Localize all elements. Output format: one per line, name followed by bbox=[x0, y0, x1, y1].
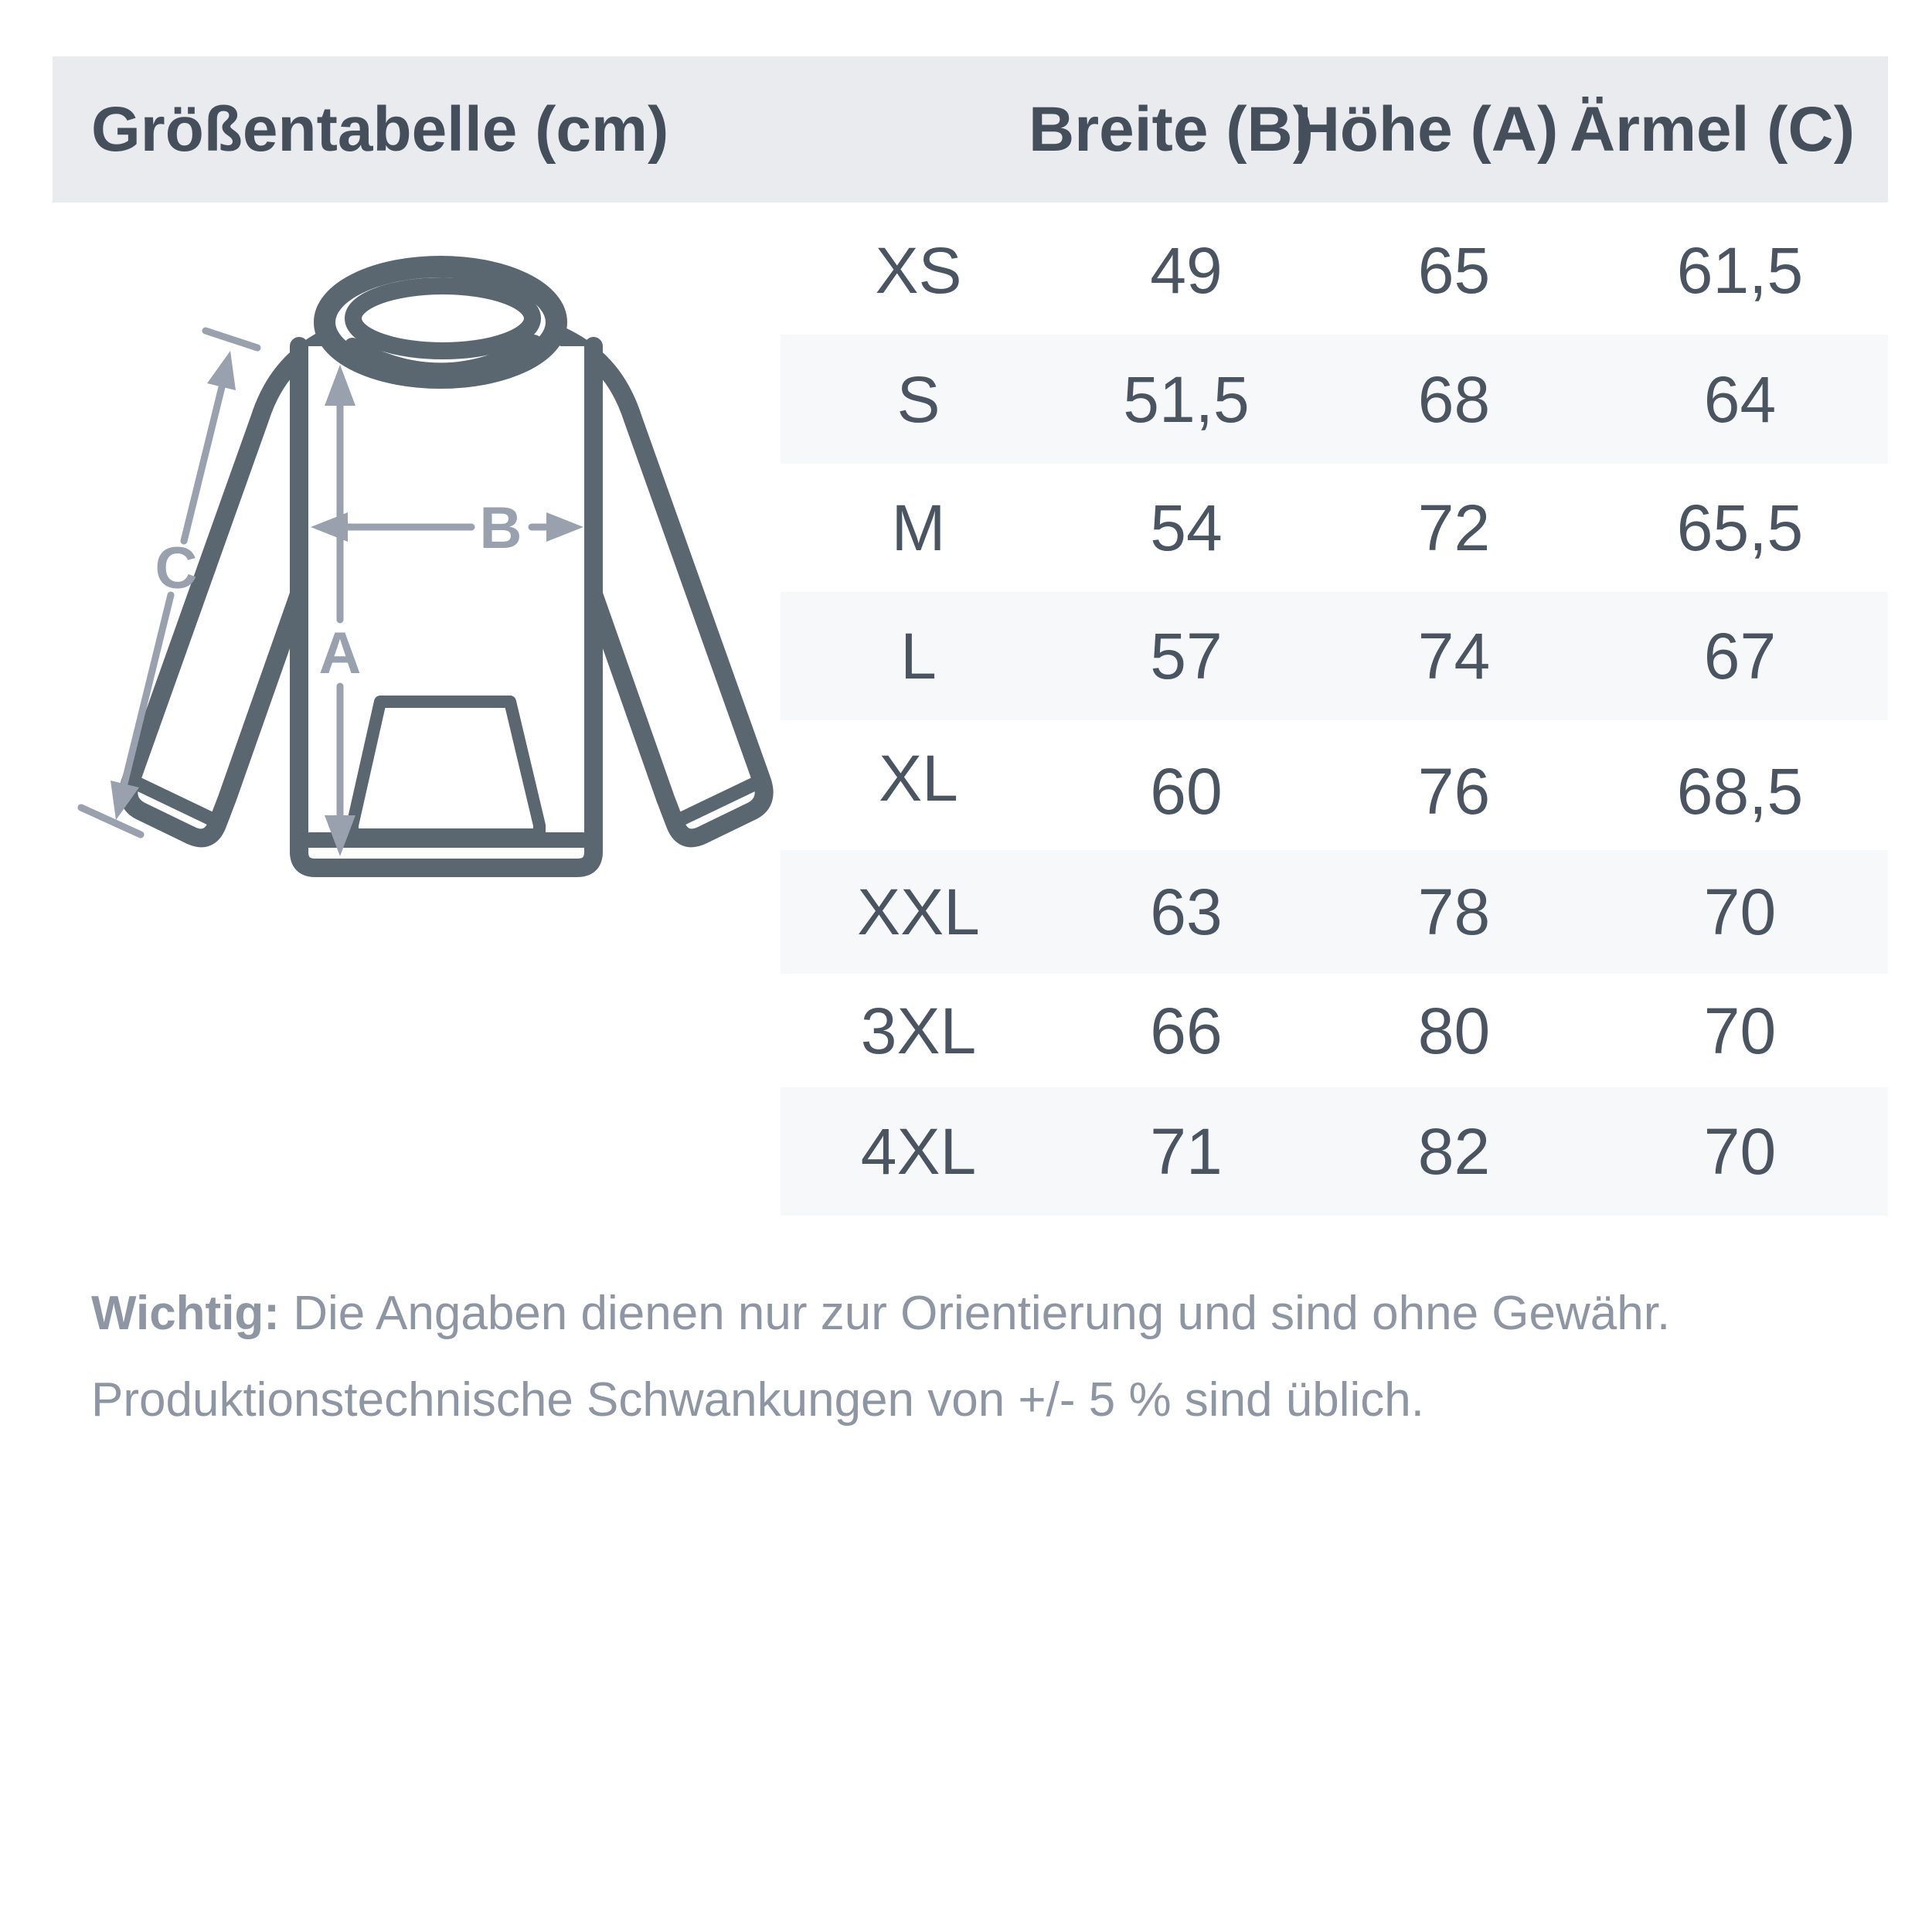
hoehe-value: 74 bbox=[1417, 620, 1491, 692]
breite-value: 66 bbox=[1150, 994, 1223, 1067]
aermel-value: 65,5 bbox=[1676, 492, 1804, 564]
measure-label-c: C bbox=[155, 536, 198, 601]
hoehe-value: 76 bbox=[1417, 755, 1491, 828]
size-label: S bbox=[896, 362, 940, 436]
table-row bbox=[781, 206, 1888, 335]
table-row bbox=[781, 464, 1888, 592]
aermel-value: 68,5 bbox=[1676, 755, 1804, 828]
table-header-band bbox=[53, 56, 1888, 202]
hood-opening bbox=[353, 286, 532, 351]
size-label: XS bbox=[875, 233, 962, 307]
aermel-value: 67 bbox=[1703, 620, 1777, 692]
footer-note-line1: Die Angaben dienen nur zur Orientierung und sind ohne Gewähr. bbox=[293, 1287, 1671, 1340]
column-header-aermel: Ärmel (C) bbox=[1569, 94, 1855, 165]
footer-note bbox=[91, 1270, 1869, 1444]
breite-value: 60 bbox=[1150, 755, 1223, 828]
size-label: L bbox=[900, 620, 937, 692]
measure-label-a: A bbox=[318, 621, 362, 686]
breite-value: 49 bbox=[1150, 233, 1223, 307]
column-header-hoehe: Höhe (A) bbox=[1294, 94, 1559, 165]
aermel-value: 70 bbox=[1703, 1115, 1777, 1188]
table-row bbox=[781, 592, 1888, 720]
column-headers bbox=[753, 56, 1860, 202]
breite-value: 51,5 bbox=[1123, 362, 1250, 436]
hoehe-value: 65 bbox=[1417, 233, 1491, 307]
hoehe-value: 82 bbox=[1417, 1115, 1491, 1188]
aermel-value: 61,5 bbox=[1676, 233, 1804, 307]
size-label: XL bbox=[879, 742, 958, 815]
size-table bbox=[781, 206, 1888, 1216]
size-label: M bbox=[891, 492, 946, 564]
page-title: Größentabelle (cm) bbox=[91, 94, 669, 165]
table-row bbox=[781, 974, 1888, 1087]
table-row bbox=[781, 335, 1888, 464]
aermel-value: 64 bbox=[1703, 362, 1777, 436]
measure-label-b: B bbox=[479, 495, 522, 561]
size-label: 3XL bbox=[860, 994, 977, 1067]
hoehe-value: 68 bbox=[1417, 362, 1491, 436]
footer-note-label: Wichtig: bbox=[91, 1287, 280, 1340]
footer-note-line2: Produktionstechnische Schwankungen von +/- 5 % sind üblich. bbox=[91, 1373, 1424, 1427]
column-header-breite: Breite (B) bbox=[1029, 94, 1315, 165]
hoehe-value: 80 bbox=[1417, 994, 1491, 1067]
kangaroo-pocket bbox=[352, 702, 539, 835]
aermel-value: 70 bbox=[1703, 876, 1777, 948]
breite-value: 54 bbox=[1150, 492, 1223, 564]
measure-c-top-tick bbox=[206, 331, 257, 348]
breite-value: 57 bbox=[1150, 620, 1223, 692]
table-row bbox=[781, 720, 1888, 850]
table-row bbox=[781, 850, 1888, 974]
size-label: XXL bbox=[857, 876, 980, 948]
arrowhead-c-top bbox=[207, 351, 236, 390]
aermel-value: 70 bbox=[1703, 994, 1777, 1067]
hoehe-value: 78 bbox=[1417, 876, 1491, 948]
breite-value: 63 bbox=[1150, 876, 1223, 948]
breite-value: 71 bbox=[1150, 1115, 1223, 1188]
hoehe-value: 72 bbox=[1417, 492, 1491, 564]
size-label: 4XL bbox=[860, 1115, 977, 1188]
hoodie-measurement-diagram bbox=[46, 216, 819, 912]
table-row bbox=[781, 1087, 1888, 1216]
